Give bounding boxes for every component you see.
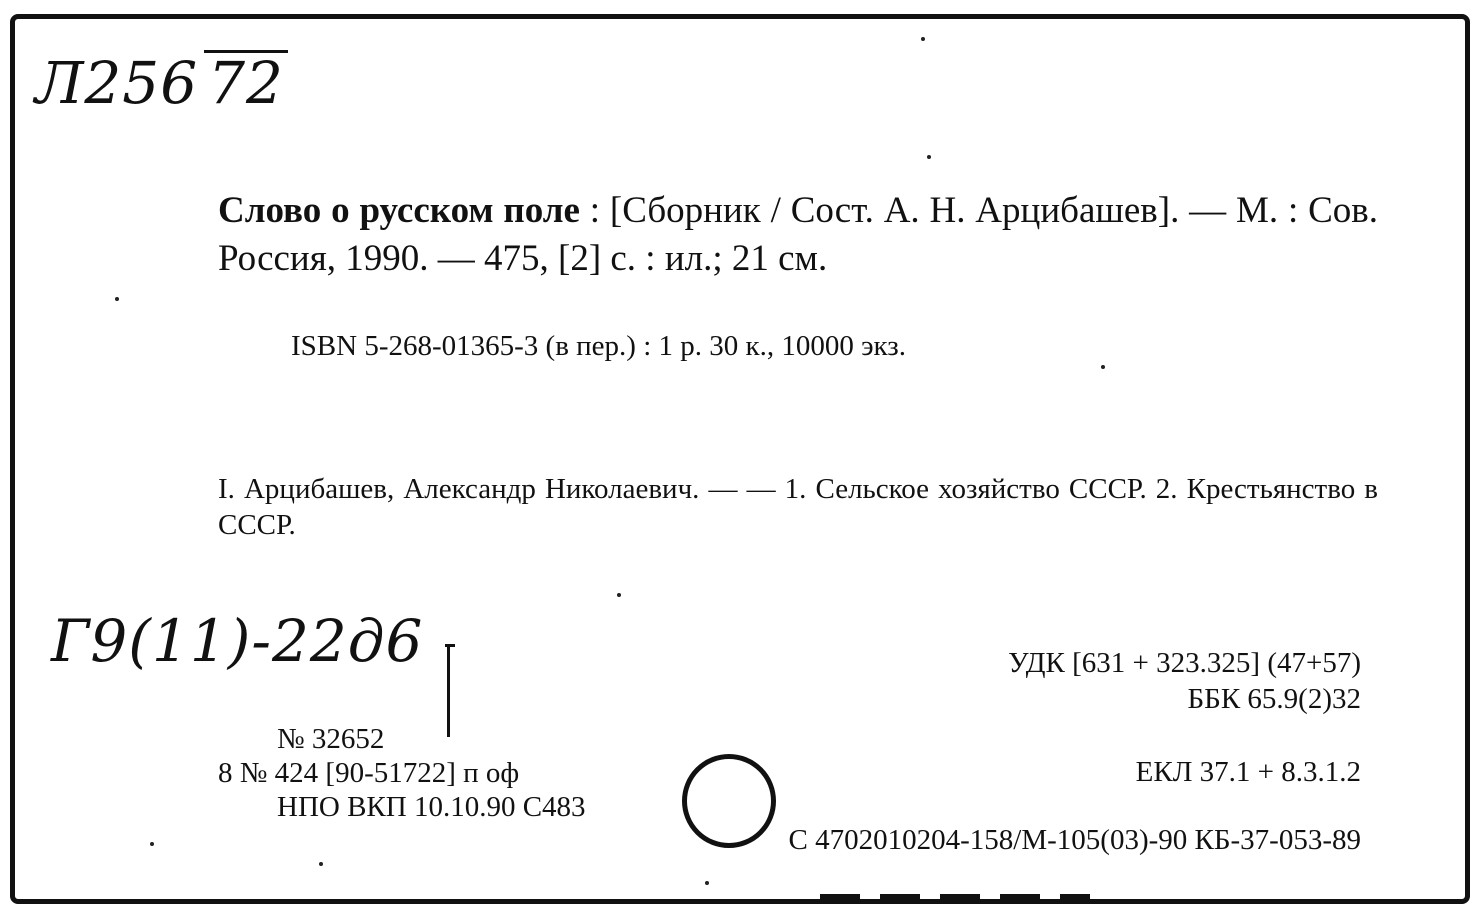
edge-mark bbox=[1000, 894, 1040, 900]
hole-punch-circle bbox=[682, 754, 776, 848]
speck bbox=[617, 593, 621, 597]
shelfmark-fraction: 72 bbox=[204, 50, 288, 114]
speck bbox=[921, 37, 925, 41]
catalog-card bbox=[10, 14, 1470, 904]
speck bbox=[705, 881, 709, 885]
speck bbox=[1101, 365, 1105, 369]
main-entry bbox=[218, 187, 1378, 283]
udk-index: УДК [631 + 323.325] (47+57) bbox=[1008, 647, 1361, 679]
production-npo: НПО ВКП 10.10.90 С483 bbox=[277, 791, 586, 823]
speck bbox=[150, 842, 154, 846]
isbn-line: ISBN 5-268-01365-3 (в пер.) : 1 р. 30 к., 10000 экз. bbox=[291, 330, 906, 362]
pen-stroke-hook bbox=[445, 644, 455, 647]
production-order: 8 № 424 [90-51722] п оф bbox=[218, 757, 520, 789]
edge-mark bbox=[820, 894, 860, 900]
edge-mark bbox=[1060, 894, 1090, 900]
shelfmark-handwritten bbox=[35, 49, 288, 117]
pen-stroke bbox=[447, 647, 450, 737]
bibliographic-description: : [Сборник / Сост. А. Н. Арцибашев]. — М. : Сов. Россия, 1990. — 475, [2] с. : ил.; 21 см. bbox=[218, 190, 1378, 279]
tracings: I. Арцибашев, Александр Николаевич. — — 1. Сельское хозяйство СССР. 2. Крестьянство в СССР. bbox=[218, 473, 1378, 541]
edge-mark bbox=[880, 894, 920, 900]
production-number: № 32652 bbox=[277, 723, 385, 755]
edge-mark bbox=[940, 894, 980, 900]
speck bbox=[115, 297, 119, 301]
speck bbox=[927, 155, 931, 159]
ekl-index: ЕКЛ 37.1 + 8.3.1.2 bbox=[1135, 756, 1361, 788]
classmark-handwritten: Г9(11)-22д6 bbox=[51, 607, 424, 675]
speck bbox=[319, 862, 323, 866]
publication-code: С 4702010204-158/М-105(03)-90 КБ-37-053-89 bbox=[788, 824, 1361, 856]
book-title: Слово о русском поле bbox=[218, 190, 580, 231]
shelfmark-call: Л256 bbox=[35, 49, 199, 117]
bbk-index: ББК 65.9(2)32 bbox=[1187, 683, 1361, 715]
